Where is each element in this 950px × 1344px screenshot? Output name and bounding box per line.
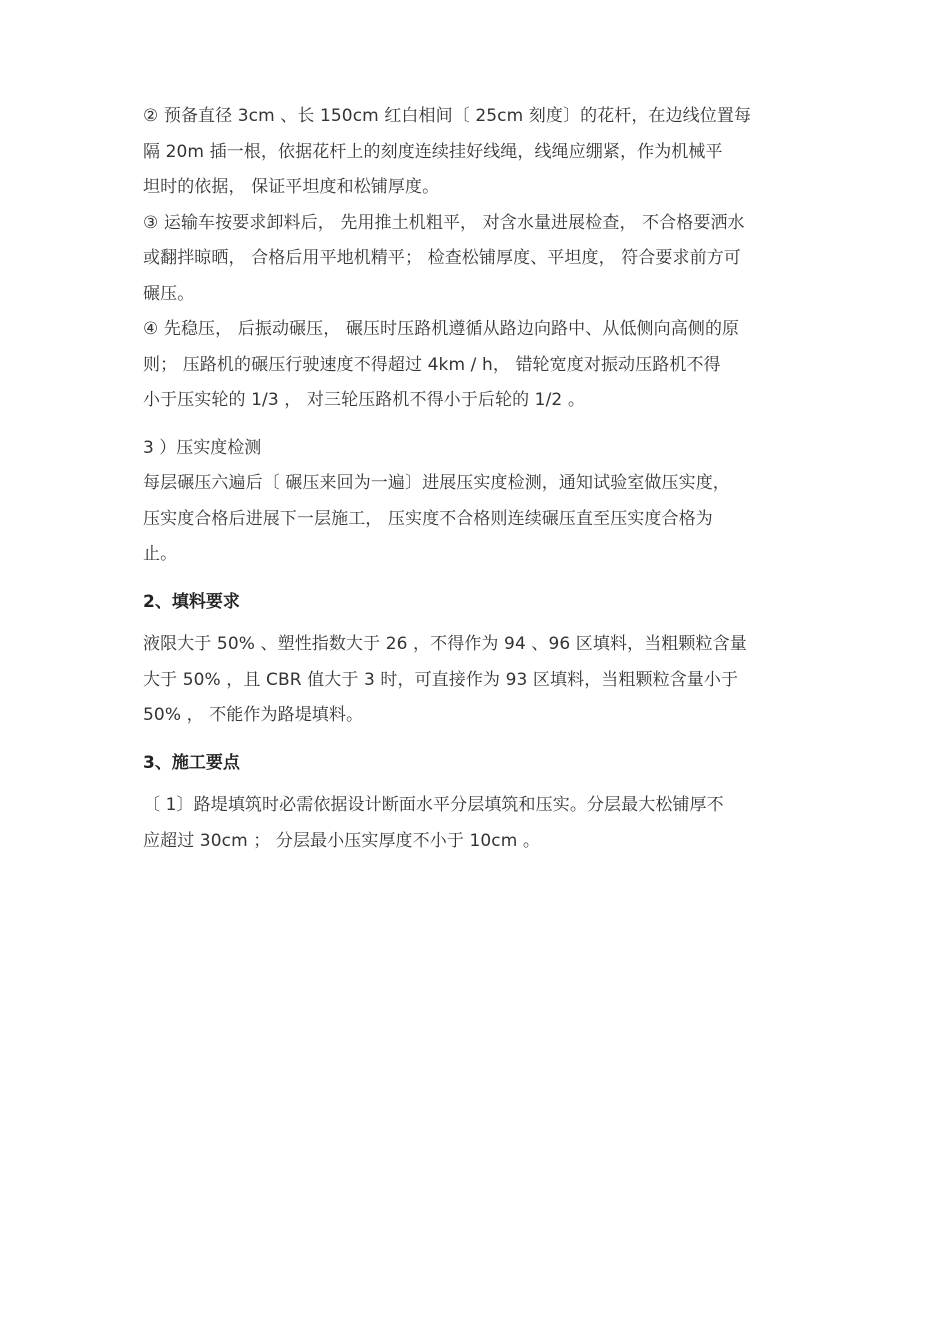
text-line: 大于 50% ，且 CBR 值大于 3 时，可直接作为 93 区填料，当粗颗粒含量小于 — [143, 669, 739, 690]
document-page — [143, 99, 807, 859]
text-line: ③ 运输车按要求卸料后， 先用推土机粗平， 对含水量进展检查， 不合格要洒水 — [143, 212, 745, 233]
section-title-construction-points: 3、施工要点 — [143, 752, 240, 773]
text-line: 50% ， 不能作为路堤填料。 — [143, 705, 364, 725]
text-line: ④ 先稳压， 后振动碾压， 碾压时压路机遵循从路边向路中、从低侧向高侧的原 — [143, 319, 740, 339]
spacer — [143, 573, 807, 585]
text-line: 应超过 30cm ； 分层最小压实厚度不小于 10cm 。 — [143, 830, 540, 851]
paragraph-compaction-test — [143, 466, 807, 573]
paragraph-fill-requirements — [143, 627, 807, 734]
text-line: 止。 — [143, 544, 178, 564]
text-line: 坦时的依据， 保证平坦度和松铺厚度。 — [143, 177, 440, 197]
text-line: 碾压。 — [143, 283, 195, 304]
spacer — [143, 734, 807, 746]
paragraph-item-3 — [143, 206, 807, 313]
text-line: 则； 压路机的碾压行驶速度不得超过 4km / h， 错轮宽度对振动压路机不得 — [143, 354, 721, 375]
text-line: ② 预备直径 3cm 、长 150cm 红白相间〔 25cm 刻度〕的花杆，在边线位置每 — [143, 106, 752, 126]
subsection-title-compaction-test: 3 ）压实度检测 — [143, 437, 262, 458]
text-line: 或翻拌晾晒， 合格后用平地机精平； 检查松铺厚度、平坦度， 符合要求前方可 — [143, 248, 741, 268]
spacer — [143, 781, 807, 788]
text-line: 〔 1〕路堤填筑时必需依据设计断面水平分层填筑和压实。分层最大松铺厚不 — [143, 795, 724, 815]
text-line: 液限大于 50% 、塑性指数大于 26 ，不得作为 94 、96 区填料，当粗颗粒含量 — [143, 634, 747, 654]
paragraph-item-4 — [143, 312, 807, 419]
text-line: 每层碾压六遍后〔 碾压来回为一遍〕进展压实度检测，通知试验室做压实度， — [143, 473, 730, 493]
text-line: 小于压实轮的 1/3 ， 对三轮压路机不得小于后轮的 1/2 。 — [143, 390, 585, 410]
section-title-fill-requirements: 2、填料要求 — [143, 591, 240, 612]
spacer — [143, 620, 807, 627]
text-line: 压实度合格后进展下一层施工， 压实度不合格则连续碾压直至压实度合格为 — [143, 508, 713, 529]
text-line: 隔 20m 插一根，依据花杆上的刻度连续挂好线绳，线绳应绷紧，作为机械平 — [143, 141, 723, 162]
paragraph-item-2 — [143, 99, 807, 206]
spacer — [143, 419, 807, 431]
paragraph-construction-points — [143, 788, 807, 859]
